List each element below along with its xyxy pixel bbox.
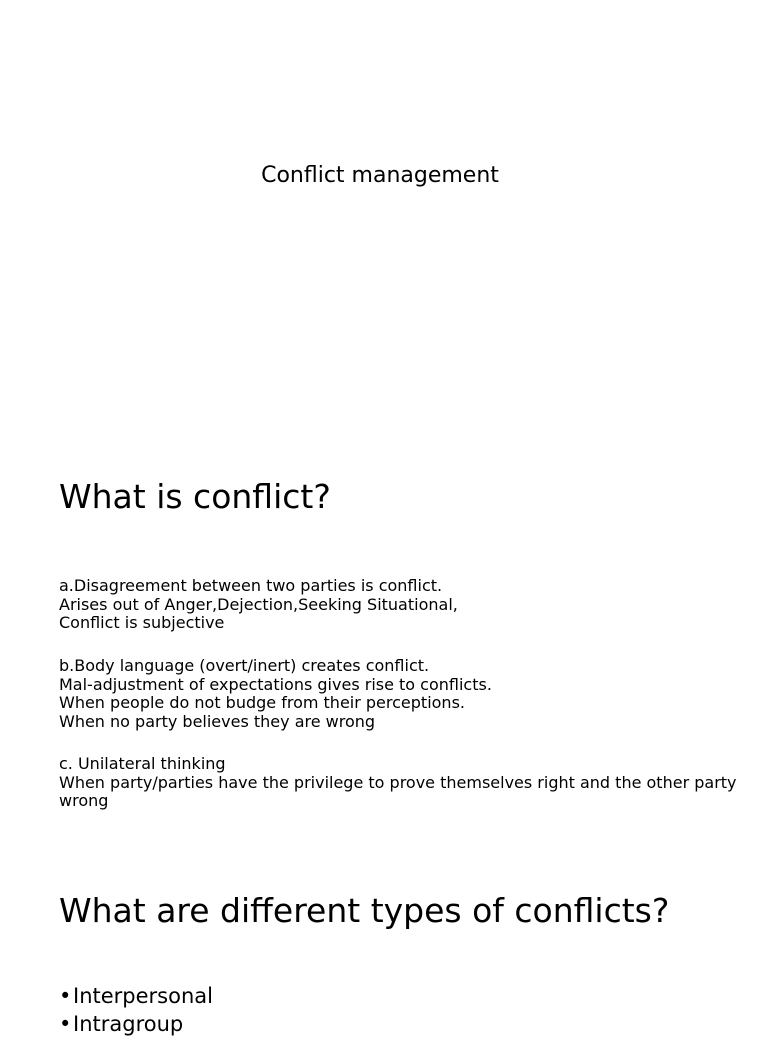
paragraph-a: a.Disagreement between two parties is conflict. Arises out of Anger,Dejection,Seeking Situational, Conflict is subjective (59, 576, 458, 633)
list-item (59, 1010, 213, 1038)
bullet-icon: • (59, 984, 72, 1008)
paragraph-b: b.Body language (overt/inert) creates conflict. Mal-adjustment of expectations gives rise to conflicts. When people do not budge from their perceptions. When no party believes they are wrong (59, 656, 492, 732)
section-heading-what-is-conflict: What is conflict? (59, 477, 331, 516)
list-item-label: Intragroup (73, 1012, 184, 1036)
list-item (59, 982, 213, 1010)
section-heading-types-of-conflicts: What are different types of conflicts? (59, 891, 670, 930)
bullet-icon: • (59, 1012, 72, 1036)
list-item-label: Interpersonal (73, 984, 213, 1008)
slide-title: Conflict management (261, 163, 499, 188)
paragraph-c: c. Unilateral thinking When party/parties have the privilege to prove themselves right and the other party wrong (59, 754, 737, 811)
conflict-types-list (59, 982, 213, 1038)
